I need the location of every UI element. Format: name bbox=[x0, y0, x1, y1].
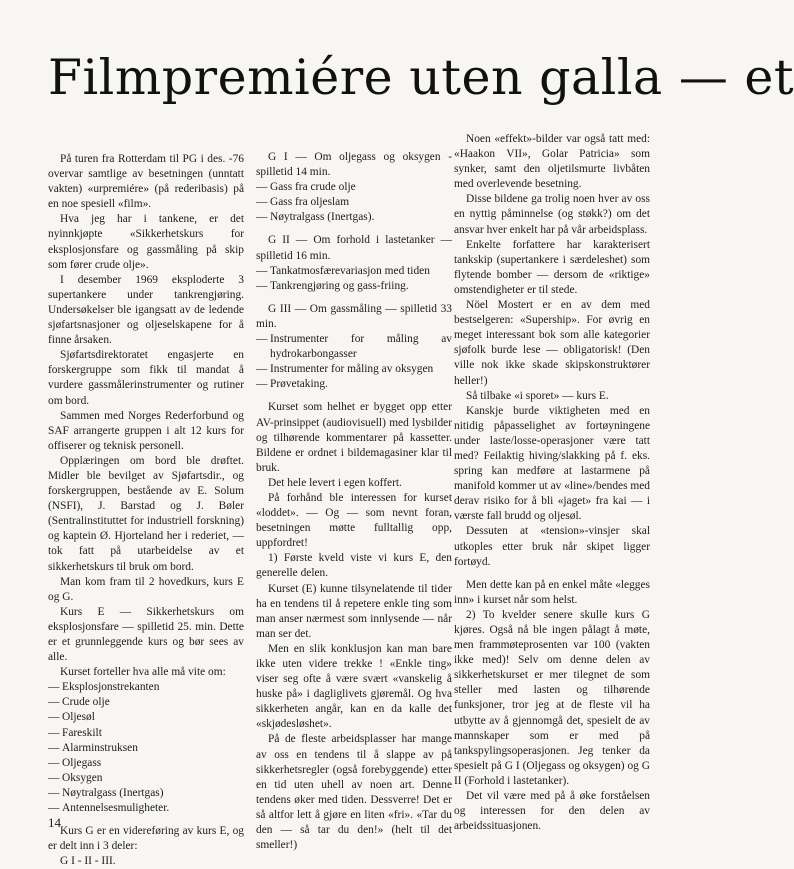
paragraph: På forhånd ble interessen for kurset «loddet». — Og — som nevnt foran, besetningen møtte fulltallig opp, uppfordret! bbox=[256, 491, 452, 550]
list-item: — Instrumenter for måling av hydrokarbongasser bbox=[256, 332, 452, 362]
paragraph: Kurset (E) kunne tilsynelatende til tider ha en tendens til å repetere enkle ting som man anser nærmest som innlysende — når man ser det. bbox=[256, 582, 452, 640]
list-item: — Nøytralgass (Inertgas) bbox=[48, 786, 244, 801]
paragraph: Sjøfartsdirektoratet engasjerte en forskergruppe som fikk til mandat å vurdere gassmålerinstrumenter og rutiner om bord. bbox=[48, 349, 244, 407]
list-item: — Nøytralgass (Inertgas). bbox=[256, 210, 452, 225]
course-list bbox=[256, 332, 452, 392]
list-item: — Antennelsesmuligheter. bbox=[48, 801, 244, 816]
list-item: — Tankatmosfærevariasjon med tiden bbox=[256, 264, 452, 279]
list-item: — Eksplosjonstrekanten bbox=[48, 680, 244, 695]
paragraph: Dessuten at «tension»-vinsjer skal utkoples etter bruk når skipet ligger fortøyd. bbox=[454, 525, 650, 568]
paragraph: Men en slik konklusjon kan man bare ikke uten videre trekke ! «Enkle ting» viser seg ofte å være svært «vanskelig å huske på» i dagliglivets gjøremål. Og hva sikkerheten angår, kan en da kalle det «skjødesløshet». bbox=[256, 642, 452, 731]
paragraph: Opplæringen om bord ble drøftet. Midler ble bevilget av Sjøfartsdir., og forskergruppen, bestående av E. Solum (NSFI), J. Barstad og J. Bøler (Sentralinstituttet for industriell forskning) og kaptein Ø. Hjorteland her i rederiet, — tok fatt på utarbeidelse av et sikkerhetskurs til bruk om bord. bbox=[48, 454, 244, 573]
course-heading: G III — Om gassmåling — spilletid 33 min. bbox=[256, 302, 452, 330]
list-item: — Oljesøl bbox=[48, 710, 244, 725]
column-3 bbox=[454, 132, 650, 834]
paragraph: Nöel Mostert er en av dem med bestselgeren: «Supership». For øvrig en meget interessant bok som alle kategorier sjøfolk burde lese — obligatorisk! (Den ville nok ikke skade skipskonstruktører heller!) bbox=[454, 299, 650, 387]
course-list bbox=[256, 264, 452, 294]
paragraph: 1) Første kveld viste vi kurs E, den generelle delen. bbox=[256, 552, 452, 580]
list-item: — Tankrengjøring og gass-friing. bbox=[256, 279, 452, 294]
paragraph: Sammen med Norges Rederforbund og SAF arrangerte gruppen i alt 12 kurs for offiserer og teknisk personell. bbox=[48, 409, 244, 452]
paragraph: Kurs E — Sikkerhetskurs om eksplosjonsfare — spilletid 25. min. Dette er et grunnleggende kurs og bør sees av alle. bbox=[48, 605, 244, 664]
paragraph: På turen fra Rotterdam til PG i des. -76 overvar samtlige av besetningen (unntatt vakten) «urpremiére» (på rederibasis) på en noe spesiell «film». bbox=[48, 153, 244, 211]
paragraph: 2) To kvelder senere skulle kurs G kjøres. Også nå ble ingen pålagt å møte, men frammøteprosenten var 100 (vakten ikke med)! Selv om denne delen av sikkerhetskurset er mer tilegnet de som steller med lasten og tilhørende funksjoner, tror jeg at de fleste vil ha utbytte av å gjennomgå det, spesielt de av mannskaper som er med på tankspylingsoperasjonen. Jeg tenker da spesielt på G I (Oljegass og oksygen) og G II (Forhold i lastetanker). bbox=[454, 608, 650, 787]
course-list bbox=[256, 180, 452, 225]
paragraph: Kanskje burde viktigheten med en nitidig påpasselighet av fortøyningene under laste/losse-operasjoner være tatt med? Feilaktig hiving/slakking på f. eks. spring kan medføre at lastarmene på manifold kommer ut av «line»/bendes med derav risiko for å bli «jaget» fra kai — i værste fall brudd og oljesøl. bbox=[454, 404, 650, 523]
paragraph: Hva jeg har i tankene, er det nyinnkjøpte «Sikkerhetskurs for eksplosjonsfare og gassmåling på skip som fører crude olje». bbox=[48, 213, 244, 271]
paragraph: Kurset som helhet er bygget opp etter AV-prinsippet (audiovisuell) med lysbilder og tilhørende kommentarer på kassetter. Bildene er ordnet i bildemagasiner klar til bruk. bbox=[256, 401, 452, 474]
list-item: — Prøvetaking. bbox=[256, 377, 452, 392]
paragraph: På de fleste arbeidsplasser har mange av oss en tendens til å slappe av på sikkerhetsregler (også forebyggende) etter en tid uten uhell av noen art. Denne tendens øker med tiden. Dessverre! Det er så altfor lett å gjøre en liten «fri». «Tar du den — så tar du den!» (helt til det smeller!) bbox=[256, 733, 452, 852]
paragraph: G I - II - III. bbox=[60, 855, 116, 868]
list-item: — Oljegass bbox=[48, 756, 244, 771]
list-item: — Gass fra crude olje bbox=[256, 180, 452, 195]
page-number: 14 bbox=[48, 815, 61, 830]
course-heading: G II — Om forhold i lastetanker — spilletid 16 min. bbox=[256, 234, 452, 262]
column-2 bbox=[256, 150, 452, 853]
paragraph: Så tilbake «i sporet» — kurs E. bbox=[466, 389, 609, 402]
paragraph: Det hele levert i egen koffert. bbox=[268, 476, 402, 489]
paragraph: Disse bildene ga trolig noen hver av oss en nyttig påminnelse (og støkk?) om det ansvar hver enkelt har på vår arbeidsplass. bbox=[454, 193, 650, 236]
paragraph: Man kom fram til 2 hovedkurs, kurs E og G. bbox=[48, 575, 244, 603]
list-item: — Instrumenter for måling av oksygen bbox=[256, 362, 452, 377]
list-item: — Alarminstruksen bbox=[48, 741, 244, 756]
column-1 bbox=[48, 152, 244, 869]
list-item: — Crude olje bbox=[48, 695, 244, 710]
paragraph: Kurs G er en videreføring av kurs E, og er delt inn i 3 deler: bbox=[48, 825, 244, 853]
list-item: — Gass fra oljeslam bbox=[256, 195, 452, 210]
paragraph: Kurset forteller hva alle må vite om: bbox=[60, 666, 226, 679]
topic-list bbox=[48, 680, 244, 816]
paragraph: Noen «effekt»-bilder var også tatt med: «Haakon VII», Golar Patricia» som synker, samt den oljetilsmurte livbåten med overlevende besetning. bbox=[454, 133, 650, 191]
list-item: — Fareskilt bbox=[48, 726, 244, 741]
paragraph: Enkelte forfattere har karakterisert tankskip (supertankere i særdeleshet) som flytende bomber — dersom de «riktige» omstendigheter er til stede. bbox=[454, 238, 650, 296]
list-item: — Oksygen bbox=[48, 771, 244, 786]
article-title: Filmpremiére uten galla — et bbox=[48, 49, 794, 106]
paragraph: Det vil være med på å øke forståelsen og interessen for den delen av arbeidssituasjonen. bbox=[454, 790, 650, 833]
course-heading: G I — Om oljegass og oksygen - spilletid 14 min. bbox=[256, 151, 452, 179]
paragraph: Men dette kan på en enkel måte «legges inn» i kurset når som helst. bbox=[454, 578, 650, 606]
paragraph: I desember 1969 eksploderte 3 supertankere under tankrengjøring. Undersøkelser ble igangsatt av de ledende sjøfartsnasjoner og oljeselskapene for å finne årsaken. bbox=[48, 273, 244, 347]
